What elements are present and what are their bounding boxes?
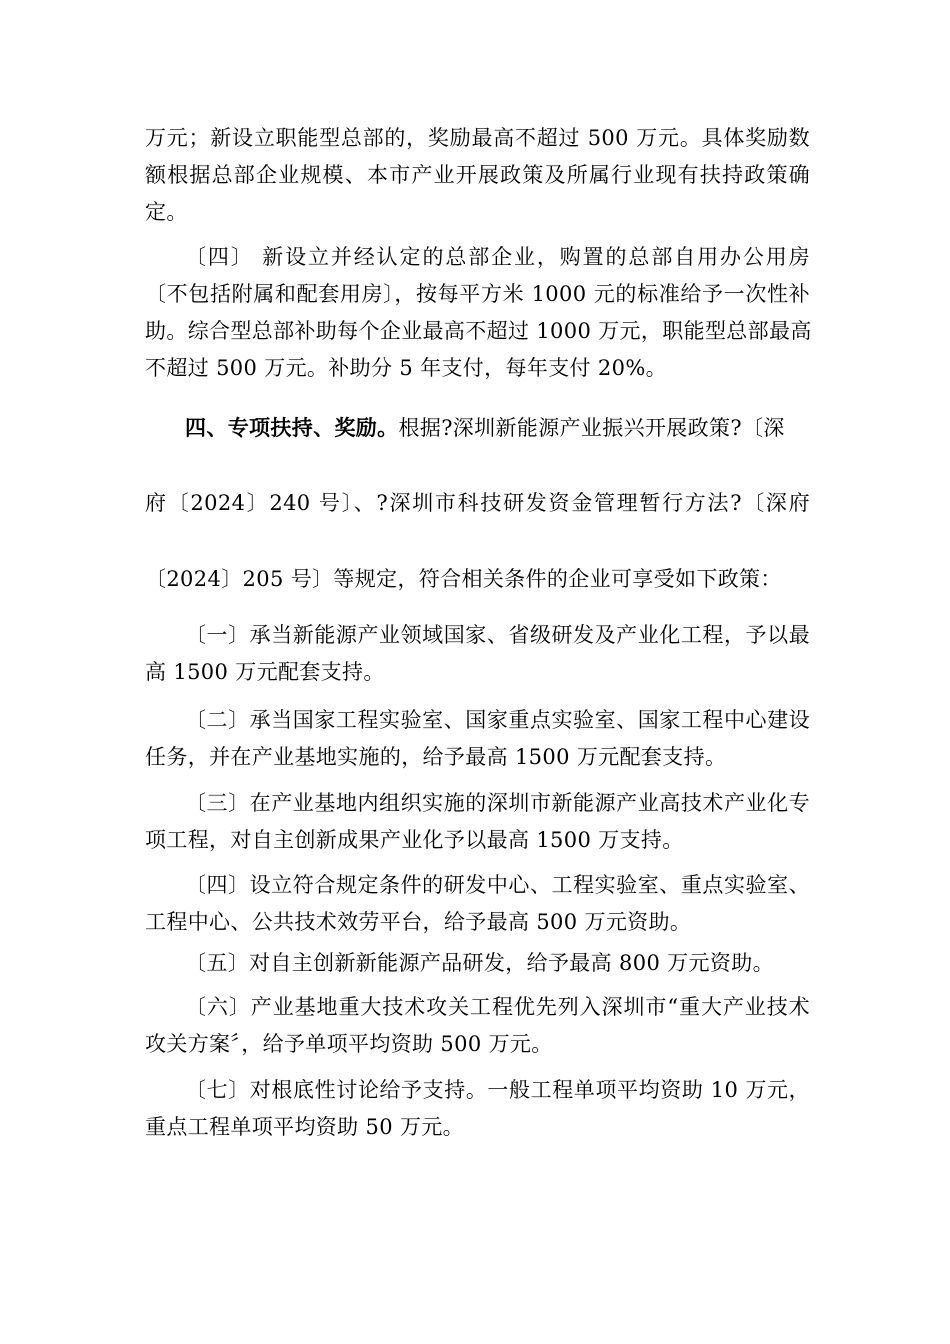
para-7-line-2: 工程中心、公共技术效劳平台，给予最高 500 万元资助。	[145, 910, 692, 934]
para-2-line-4: 不超过 500 万元。补助分 5 年支付，每年支付 20%。	[145, 356, 667, 380]
para-1-line-1: 万元；新设立职能型总部的，奖励最高不超过 500 万元。具体奖励数	[145, 126, 810, 150]
para-1-line-2: 额根据总部企业规模、本市产业开展政策及所属行业现有扶持政策确	[145, 163, 810, 187]
para-7-line-1: 〔四〕设立符合规定条件的研发中心、工程实验室、重点实验室、	[185, 873, 810, 897]
para-6-line-2: 项工程，对自主创新成果产业化予以最高 1500 万支持。	[145, 828, 684, 852]
para-1-line-3: 定。	[145, 200, 188, 224]
para-2-line-1: 〔四〕 新设立并经认定的总部企业，购置的总部自用办公用房	[185, 245, 810, 269]
para-5-line-1: 〔二〕承当国家工程实验室、国家重点实验室、国家工程中心建设	[185, 708, 810, 732]
para-10-line-1: 〔七〕对根底性讨论给予支持。一般工程单项平均资助 10 万元，	[185, 1078, 810, 1102]
para-5-line-2: 任务，并在产业基地实施的，给予最高 1500 万元配套支持。	[145, 745, 727, 769]
para-2-line-3: 助。综合型总部补助每个企业最高不超过 1000 万元，职能型总部最高	[145, 319, 812, 343]
para-2-line-2: 〔不包括附属和配套用房〕，按每平方米 1000 元的标准给予一次性补	[145, 282, 810, 306]
para-3-line-1: 根据?深圳新能源产业振兴开展政策?〔深	[398, 416, 785, 440]
section-heading: 四、专项扶持、奖励。	[185, 415, 399, 440]
para-8-line-1: 〔五〕对自主创新新能源产品研发，给予最高 800 万元资助。	[185, 951, 774, 975]
para-6-line-1: 〔三〕在产业基地内组织实施的深圳市新能源产业高技术产业化专	[185, 791, 810, 815]
section-heading-line	[185, 409, 810, 447]
para-4-line-2: 高 1500 万元配套支持。	[145, 660, 385, 684]
para-3-line-2: 府〔2024〕240 号〕、?深圳市科技研发资金管理暂行方法?〔深府	[145, 491, 810, 515]
para-4-line-1: 〔一〕承当新能源产业领域国家、省级研发及产业化工程，予以最	[185, 623, 810, 647]
para-9-line-1: 〔六〕产业基地重大技术攻关工程优先列入深圳市“重大产业技术	[185, 995, 810, 1019]
para-9-line-2: 攻关方案〞，给予单项平均资助 500 万元。	[145, 1032, 553, 1056]
para-3-line-3: 〔2024〕205 号〕等规定，符合相关条件的企业可享受如下政策：	[145, 567, 782, 591]
para-10-line-2: 重点工程单项平均资助 50 万元。	[145, 1115, 465, 1139]
